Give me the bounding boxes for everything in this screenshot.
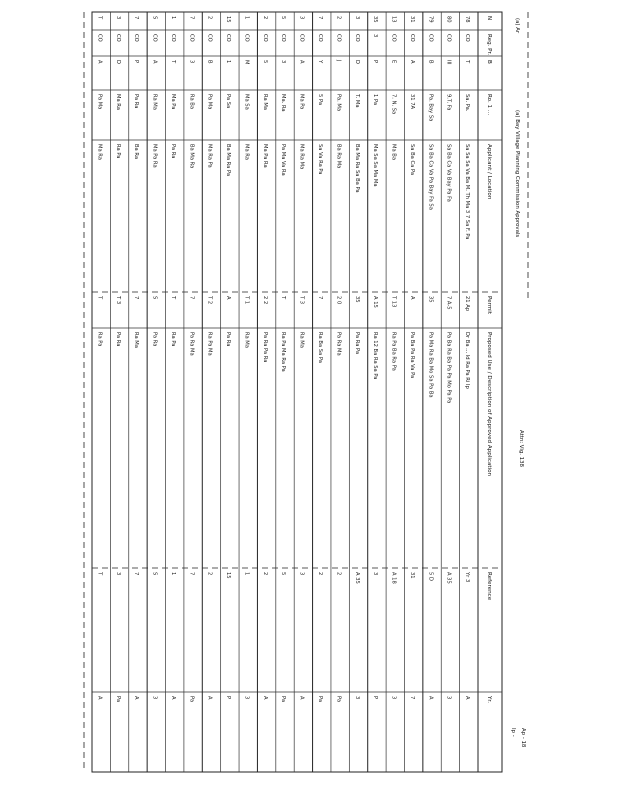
table-cell: 7	[188, 296, 195, 300]
table-cell: CO	[317, 34, 324, 42]
table-cell: Ra Pa Ba Ra Pa	[390, 332, 397, 371]
table-cell: 3	[353, 696, 360, 700]
table-cell: A	[298, 696, 305, 700]
table-cell: A 35	[445, 572, 452, 584]
table-cell: E	[390, 60, 397, 64]
table-cell: CO	[96, 34, 103, 42]
table-cell: 3	[298, 16, 305, 20]
table-cell: T	[280, 296, 287, 300]
table-cell: 2	[261, 16, 268, 20]
table-cell: 7	[188, 16, 195, 20]
table-cell: Ma. Ra	[280, 94, 287, 112]
table-cell: A	[408, 296, 415, 300]
table-cell: CO	[390, 34, 397, 42]
table-cell: 1	[243, 16, 250, 20]
table-cell: Ba Ra Ma	[335, 144, 342, 169]
table-cell: Ma Pa	[298, 94, 305, 110]
table-cell: 31 7A	[408, 94, 415, 110]
table-cell: 3	[445, 696, 452, 700]
table-cell: 2 0	[335, 296, 342, 305]
table-cell: Ba Ma Ra	[188, 144, 195, 169]
table-cell: 80	[445, 16, 452, 23]
table-cell: Pa Ba Pa Ra Va Pa	[408, 332, 415, 379]
table-cell: D	[114, 60, 121, 64]
table-cell: CO	[151, 34, 158, 42]
table-cell: CO	[261, 34, 268, 42]
table-cell: Ra Ma	[133, 332, 140, 348]
table-cell: T	[96, 572, 103, 576]
table-cell: 31	[408, 572, 415, 579]
table-cell: 7	[188, 572, 195, 576]
table-cell: Pa. Ma	[335, 94, 342, 112]
table-cell: Yr 3	[464, 572, 471, 583]
table-cell: Pa Ma Va Ra	[280, 144, 287, 176]
table-cell: III	[445, 60, 452, 65]
table-cell: Ra Ba	[188, 94, 195, 110]
table-cell: 2	[206, 572, 213, 576]
column-header: Reference	[486, 572, 492, 601]
table-cell: A	[225, 296, 232, 300]
table-cell: 5	[261, 60, 268, 64]
table-cell: Pa	[114, 696, 121, 703]
table-cell: Ra Pa	[169, 332, 176, 347]
table-frame	[92, 12, 502, 772]
table-cell: A	[151, 60, 158, 64]
table-cell: 7 A-5	[445, 296, 452, 310]
column-header: Applicant / Location	[486, 144, 492, 200]
table-cell: Ra Ba Sa Pa	[317, 332, 324, 363]
table-cell: Ma Pa Ra	[151, 144, 158, 168]
table-cell: 5 Pa	[317, 94, 324, 106]
table-cell: 2	[261, 572, 268, 576]
table-cell: CO	[114, 34, 121, 42]
table-cell: Pa	[188, 696, 195, 703]
table-cell: Pa	[317, 696, 324, 703]
table-cell: 3	[298, 572, 305, 576]
column-header: N	[486, 16, 492, 21]
column-header: B	[486, 60, 492, 64]
table-cell: 15	[225, 572, 232, 579]
table-cell: 3	[151, 696, 158, 700]
table-cell: 2	[206, 16, 213, 20]
table-cell: T 13	[390, 296, 397, 308]
table-cell: Ra Pa Ma	[206, 332, 213, 356]
table-cell: 7. N. Sa	[390, 94, 397, 115]
table-cell: Y	[317, 60, 324, 64]
table-cell: 7	[133, 16, 140, 20]
table-cell: 1 Pa	[372, 94, 379, 106]
table-cell: Dr Ba ... Id Ra Pa Ri Ip	[464, 332, 471, 389]
header-note: (a) Ar	[514, 18, 520, 34]
table-cell: Pa	[335, 696, 342, 703]
table-cell: 5	[280, 572, 287, 576]
table-cell: CO	[133, 34, 140, 42]
table-cell: S	[151, 16, 158, 20]
table-cell: A	[298, 60, 305, 64]
table-cell: CO	[464, 34, 471, 42]
table-cell: Pa Ra Pa	[353, 332, 360, 355]
table-cell: 3	[243, 696, 250, 700]
table-cell: 78	[464, 16, 471, 23]
table-cell: M	[243, 60, 250, 65]
table-cell: S	[151, 572, 158, 576]
table-cell: 7	[133, 572, 140, 576]
table-cell: A	[464, 696, 471, 700]
column-header: Ro. 1 ...	[486, 94, 492, 116]
table-cell: 35	[427, 296, 434, 303]
table-cell: Pa Ra Ma	[188, 332, 195, 356]
table-cell: T	[169, 296, 176, 300]
table-cell: Ra 12 Ba Ra Sa Pa	[372, 332, 379, 380]
table-cell: CO	[353, 34, 360, 42]
table-cell: S	[151, 296, 158, 300]
table-cell: Ra Pa	[96, 332, 103, 347]
table-cell: Pa Ma	[96, 94, 103, 110]
table-cell: CO	[298, 34, 305, 42]
table-cell: T	[96, 296, 103, 300]
table-cell: B	[206, 60, 213, 64]
table-cell: CO	[169, 34, 176, 42]
table-cell: 31	[408, 16, 415, 23]
table-cell: A	[206, 696, 213, 700]
table-cell: P	[372, 696, 379, 700]
table-cell: Ma Ra Ma	[298, 144, 305, 170]
column-header: Proposed Use / Description of Approved Application	[486, 332, 492, 477]
side-note: Attn: Vig. 138	[518, 430, 524, 467]
table-cell: Pa. Bay Sa	[427, 94, 434, 122]
table-cell: Pa Ra	[225, 332, 232, 347]
table-cell: 1	[243, 572, 250, 576]
table-cell: P	[133, 60, 140, 64]
table-cell: 2 2	[261, 296, 268, 305]
footer-line: Ap - 18	[520, 728, 526, 748]
table-cell: CO	[427, 34, 434, 42]
table-cell: Pa Ma	[206, 94, 213, 110]
table-cell: Pa Ba Ra Ba Pa Pa Mo Pa Pa	[445, 332, 452, 404]
table-cell: A 35	[353, 572, 360, 584]
table-cell: Ma Ba	[390, 144, 397, 161]
footer-line: Ip -	[510, 728, 516, 737]
table-cell: Sa Sa Sa Va Ba M. Th Ma 3 7 Sa F. Pa	[464, 144, 471, 240]
table-cell: 1	[225, 60, 232, 64]
table-cell: 13	[390, 16, 397, 23]
table-cell: Pa Ra Ma	[335, 332, 342, 356]
table-cell: CO	[206, 34, 213, 42]
table-cell: Ma Sa Sa Ma Ma	[372, 144, 379, 187]
table-cell: Ra Ma	[298, 332, 305, 348]
table-cell: T	[96, 16, 103, 20]
table-cell: Pa Ra	[114, 332, 121, 347]
table-cell: Ma Sa	[243, 94, 250, 110]
table-cell: 7	[133, 296, 140, 300]
table-cell: Sa. Pa.	[464, 94, 471, 112]
table-cell: T 1	[243, 296, 250, 305]
table-title: (a) Bay Village Planning Commission Approvals	[514, 110, 520, 238]
table-cell: A	[261, 696, 268, 700]
table-cell: CO	[225, 34, 232, 42]
table-cell: 3	[390, 696, 397, 700]
table-cell: 2	[335, 16, 342, 20]
table-cell: T. Ma	[353, 94, 360, 108]
table-cell: 7	[317, 296, 324, 300]
table-cell: Ra Ma	[151, 94, 158, 110]
table-cell: Ma Pa Ra	[261, 144, 268, 168]
column-header: Permit	[486, 296, 492, 315]
table-cell: 3	[188, 60, 195, 64]
table-cell: Pa Ra	[169, 144, 176, 159]
table-cell: 5	[280, 16, 287, 20]
table-cell: 3	[372, 34, 379, 38]
table-cell: A	[133, 696, 140, 700]
table-cell: A 15	[372, 296, 379, 308]
table-cell: J	[335, 60, 342, 62]
table-cell: Sa Va Ra Pa	[317, 144, 324, 175]
table-cell: A	[169, 696, 176, 700]
table-cell: A	[96, 696, 103, 700]
table-cell: 9.T. Fa	[445, 94, 452, 111]
table-cell: 7	[317, 16, 324, 20]
table-cell: D	[353, 60, 360, 64]
table-cell: Pa Sa	[225, 94, 232, 109]
table-cell: 7	[408, 696, 415, 700]
table-cell: Ma Ra	[243, 144, 250, 160]
table-cell: Pa Ma Ra Ba Mo Sa Pa Ba	[427, 332, 434, 398]
table-cell: Pa Ra	[151, 332, 158, 347]
table-cell: CO	[280, 34, 287, 42]
table-cell: CO	[408, 34, 415, 42]
table-cell: A	[96, 60, 103, 64]
table-cell: 35	[372, 16, 379, 23]
table-cell: Sa Ba Ca Va Bay Pa Fa	[445, 144, 452, 202]
table-cell: T	[169, 60, 176, 64]
table-cell: CO	[445, 34, 452, 42]
table-cell: 5 D	[427, 572, 434, 581]
table-cell: 15	[225, 16, 232, 23]
table-cell: P	[372, 60, 379, 64]
table-cell: Sa Ba Ca Va Pa Bay Fa Sa	[427, 144, 434, 210]
table-cell: 3	[353, 16, 360, 20]
table-cell: 21 Ap	[464, 296, 471, 312]
table-cell: Pa Ra	[133, 94, 140, 109]
table-cell: Ma Ra Pa	[206, 144, 213, 168]
table-cell: 2	[317, 572, 324, 576]
table-cell: A 18	[390, 572, 397, 584]
table-cell: Ra Pa Ma Ra Pa	[280, 332, 287, 372]
table-cell: 1	[169, 572, 176, 576]
table-cell: 79	[427, 16, 434, 23]
table-cell: Ma Ra	[114, 94, 121, 110]
table-cell: CO	[335, 34, 342, 42]
column-header: Yr.	[486, 696, 492, 703]
table-cell: P	[225, 696, 232, 700]
table-cell: Ma Pa	[169, 94, 176, 110]
table-cell: A	[427, 696, 434, 700]
table-cell: Ba Ma Ra Pa	[225, 144, 232, 177]
table-cell: T	[464, 60, 471, 64]
table-cell: Ra Ma	[243, 332, 250, 348]
table-cell: Pa Ra Pa Ra	[261, 332, 268, 363]
table-cell: Ba Ra	[133, 144, 140, 160]
table-cell: B	[427, 60, 434, 64]
table-cell: Ra Pa	[114, 144, 121, 159]
table-cell: Ra Ma	[261, 94, 268, 110]
table-cell: T 3	[114, 296, 121, 305]
table-cell: 2	[335, 572, 342, 576]
table-cell: A	[408, 60, 415, 64]
column-header: Reg. Pr.	[486, 34, 492, 56]
table-cell: 3	[372, 572, 379, 576]
table-cell: CO	[188, 34, 195, 42]
table-cell: 35	[353, 296, 360, 303]
table-cell: Ma Ra	[96, 144, 103, 160]
table-cell: T 3	[298, 296, 305, 305]
table-cell: Ba Ma Ra Sa Ba Pa	[353, 144, 360, 193]
table-cell: Pa	[280, 696, 287, 703]
table-cell: 3	[114, 16, 121, 20]
table-cell: 3	[280, 60, 287, 64]
table-cell: Sa Ba Ca Pa	[408, 144, 415, 176]
table-cell: CO	[243, 34, 250, 42]
table-cell: 3	[114, 572, 121, 576]
table-cell: T 2	[206, 296, 213, 305]
table-cell: 1	[169, 16, 176, 20]
